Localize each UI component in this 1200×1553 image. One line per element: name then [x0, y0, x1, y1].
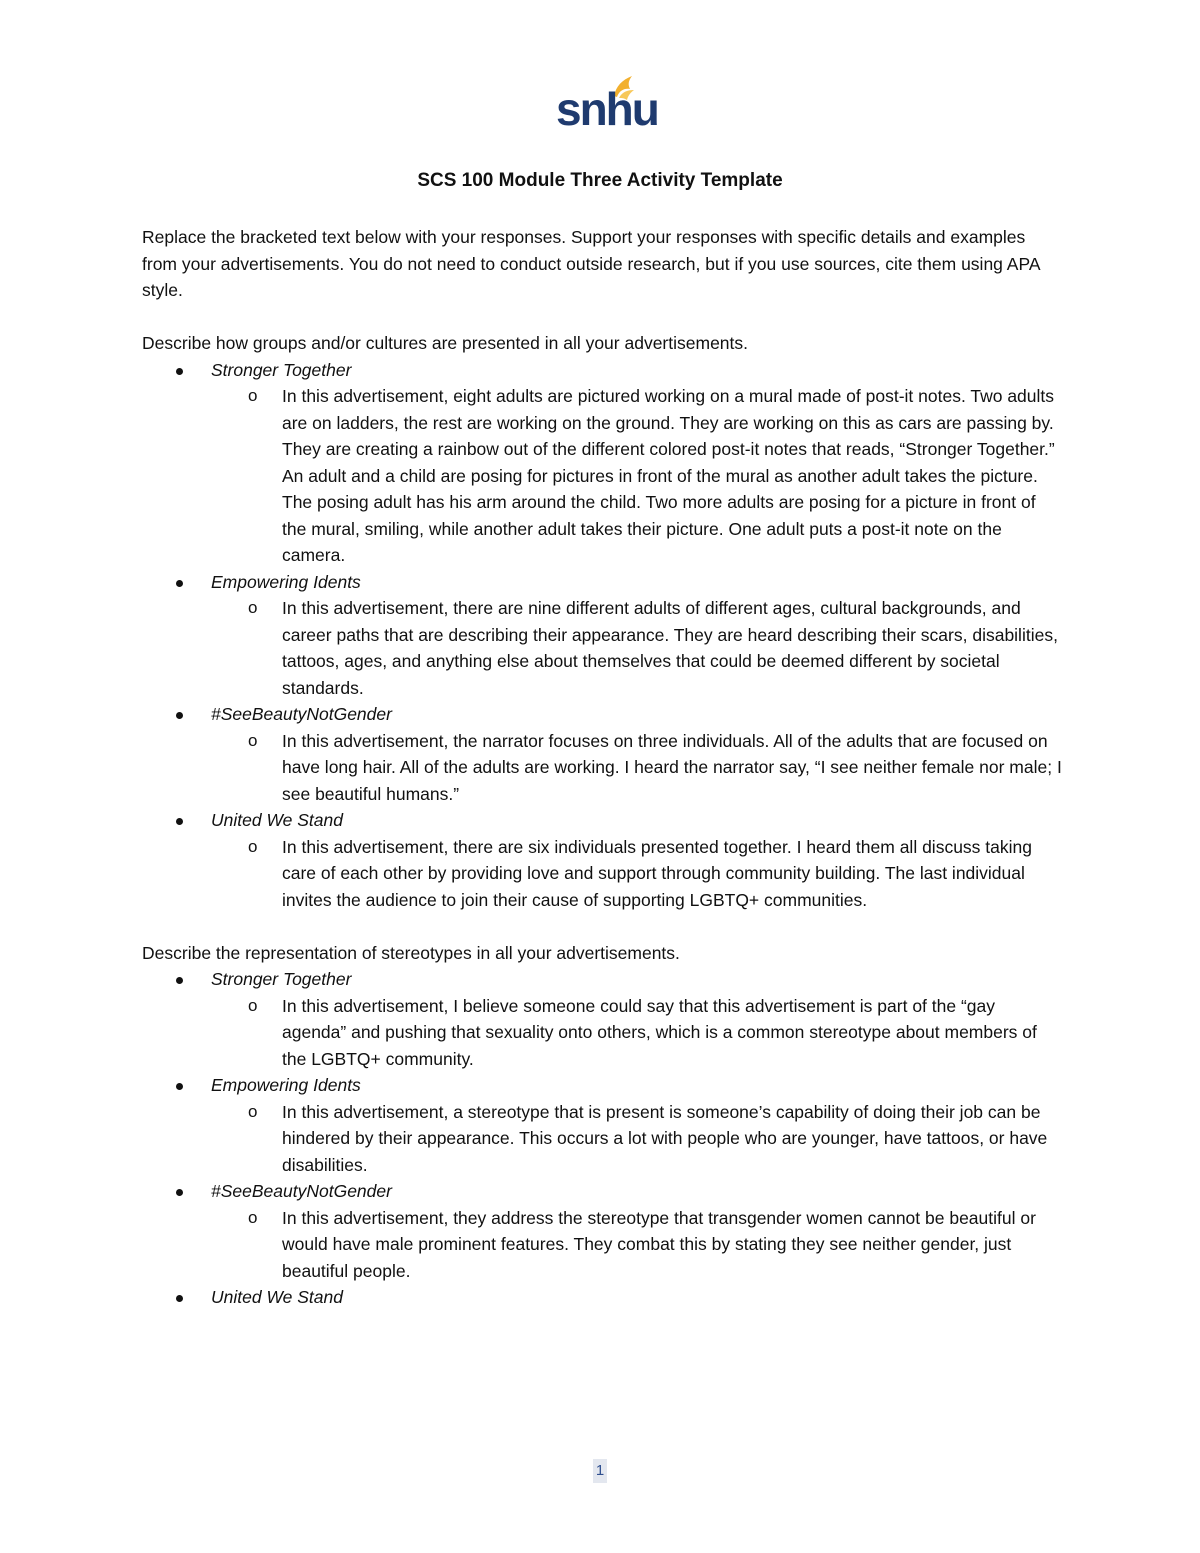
- response-item: [211, 728, 1062, 808]
- advertisement-name: United We Stand: [211, 1287, 343, 1307]
- advertisement-list: [142, 966, 1062, 1311]
- bullet-icon: [176, 1083, 183, 1090]
- response-text: In this advertisement, I believe someone could say that this advertisement is part of the “gay agenda” and pushing that sexuality onto others, which is a common stereotype about members of the LGBTQ+ community.: [282, 995, 1037, 1069]
- list-item: [142, 701, 1062, 807]
- advertisement-name: Stronger Together: [211, 969, 352, 989]
- sub-bullet-icon: o: [248, 1101, 258, 1121]
- response-text: In this advertisement, they address the stereotype that transgender women cannot be beautiful or would have male prominent features. They combat this by stating they see neither gender, just beautiful people.: [282, 1207, 1036, 1281]
- section-spacer: [142, 913, 1062, 940]
- section-groups-cultures: [142, 330, 1062, 913]
- document-body: [142, 224, 1062, 1311]
- bullet-icon: [176, 977, 183, 984]
- sub-bullet-icon: o: [248, 730, 258, 750]
- list-item: [142, 1178, 1062, 1284]
- advertisement-name: United We Stand: [211, 810, 343, 830]
- bullet-icon: [176, 818, 183, 825]
- advertisement-name: #SeeBeautyNotGender: [211, 1181, 392, 1201]
- response-text: In this advertisement, the narrator focuses on three individuals. All of the adults that are focused on have long hair. All of the adults are working. I heard the narrator say, “I see neither female nor male; I see beautiful humans.”: [282, 730, 1062, 804]
- list-item: [142, 807, 1062, 913]
- advertisement-list: [142, 357, 1062, 914]
- list-item: [142, 1284, 1062, 1311]
- list-item: [142, 1072, 1062, 1178]
- response-item: [211, 993, 1062, 1073]
- response-item: [211, 383, 1062, 569]
- sub-bullet-icon: o: [248, 995, 258, 1015]
- document-title: SCS 100 Module Three Activity Template: [417, 170, 783, 191]
- bullet-icon: [176, 1189, 183, 1196]
- page-number: 1: [593, 1459, 607, 1483]
- sub-bullet-icon: o: [248, 1207, 258, 1227]
- advertisement-name: #SeeBeautyNotGender: [211, 704, 392, 724]
- logo-wordmark: snhu: [556, 83, 658, 135]
- response-text: In this advertisement, there are nine different adults of different ages, cultural backgrounds, and career paths that are describing their appearance. They are heard describing their scars, disabilities, tattoos, ages, and anything else about themselves that could be deemed different by societal standards.: [282, 598, 1058, 698]
- bullet-icon: [176, 1295, 183, 1302]
- advertisement-name: Empowering Idents: [211, 1075, 361, 1095]
- response-text: In this advertisement, there are six individuals presented together. I heard them all discuss taking care of each other by providing love and support through community building. The last individual invites the audience to join their cause of supporting LGBTQ+ communities.: [282, 836, 1032, 910]
- response-item: [211, 1099, 1062, 1179]
- advertisement-name: Empowering Idents: [211, 571, 361, 592]
- section-stereotypes: [142, 940, 1062, 1311]
- bullet-icon: [176, 712, 183, 719]
- section-question: Describe the representation of stereotypes in all your advertisements.: [142, 942, 680, 963]
- section-question: Describe how groups and/or cultures are presented in all your advertisements.: [142, 333, 749, 353]
- intro-paragraph: Replace the bracketed text below with your responses. Support your responses with specific details and examples from your advertisements. You do not need to conduct outside research, but if you use sources, cite them using APA style.: [142, 227, 1040, 300]
- bullet-icon: [176, 368, 183, 375]
- sub-bullet-icon: o: [248, 836, 258, 856]
- sub-bullet-icon: o: [248, 598, 258, 617]
- advertisement-name: Stronger Together: [211, 359, 352, 380]
- response-item: [211, 595, 1062, 701]
- response-text: In this advertisement, eight adults are pictured working on a mural made of post-it notes. Two adults are on ladders, the rest are working on the ground. They are working on this as cars are passing by. They are creating a rainbow out of the different colored post-it notes that reads, “Stronger Together.” An adult and a child are posing for pictures in front of the mural as another adult takes the picture. The posing adult has his arm around the child. Two more adults are posing for a picture in front of the mural, smiling, while another adult takes their picture. One adult puts a post-it note on the camera.: [282, 386, 1055, 565]
- list-item: [142, 357, 1062, 569]
- response-item: [211, 1205, 1062, 1285]
- list-item: [142, 966, 1062, 1072]
- response-item: [211, 834, 1062, 914]
- response-text: In this advertisement, a stereotype that is present is someone’s capability of doing their job can be hindered by their appearance. This occurs a lot with people who are younger, have tattoos, or have disabilities.: [282, 1101, 1048, 1175]
- bullet-icon: [176, 580, 183, 587]
- snhu-logo: [556, 72, 658, 135]
- sub-bullet-icon: o: [248, 386, 258, 405]
- list-item: [142, 569, 1062, 702]
